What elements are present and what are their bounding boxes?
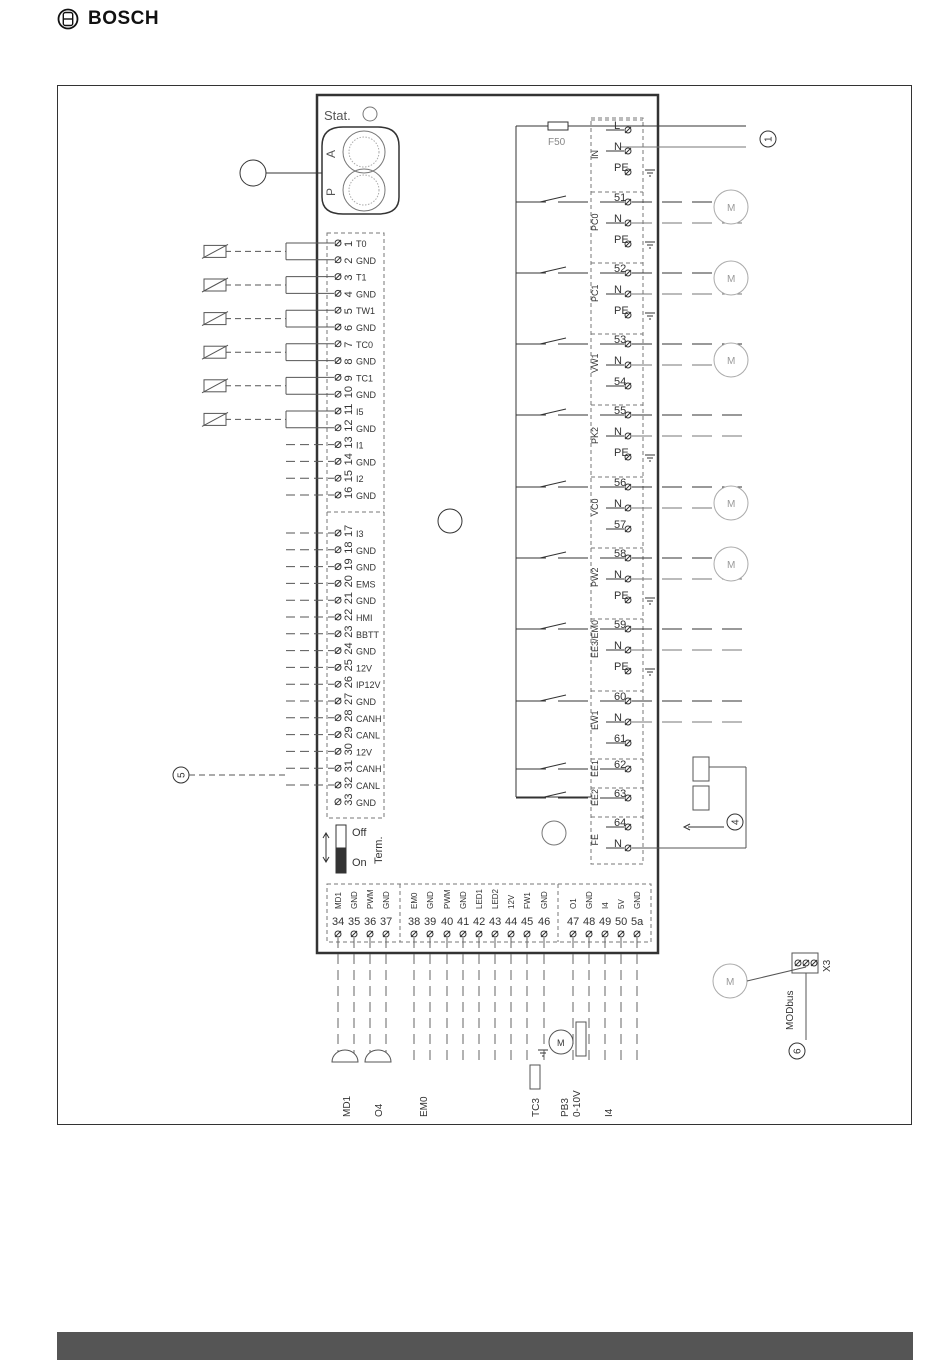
bottom-terminal-label: GND	[350, 891, 359, 909]
left-terminal-number: 24	[343, 642, 355, 655]
callout-number: 4	[730, 819, 742, 825]
left-terminal-label: GND	[356, 323, 376, 333]
bottom-terminal-number: 37	[380, 916, 393, 928]
right-group-name: FE	[590, 833, 600, 846]
left-terminal-label: GND	[356, 797, 376, 808]
bottom-terminal-number: 42	[473, 916, 486, 928]
right-terminal-label: PE	[614, 234, 629, 246]
left-terminal-number: 10	[343, 385, 355, 399]
left-terminal-number: 33	[343, 793, 355, 806]
bottom-terminal-number: 34	[332, 916, 345, 928]
left-terminal-label: GND	[356, 545, 376, 556]
right-group-name: PW2	[590, 567, 600, 587]
right-terminal-label: 52	[614, 263, 627, 275]
left-terminal-number: 2	[343, 257, 355, 264]
right-group-name: EE1	[590, 759, 600, 777]
motor-label: M	[727, 274, 736, 285]
left-terminal-number: 26	[343, 675, 355, 689]
motor-label: M	[727, 560, 736, 571]
bottom-terminal-label: O1	[569, 898, 578, 909]
right-group-name: VW1	[590, 353, 600, 373]
left-terminal-label: GND	[356, 255, 376, 266]
term-label: Term.	[373, 836, 385, 864]
right-terminal-label: 63	[614, 788, 627, 800]
right-terminal-label: PE	[614, 305, 629, 317]
right-terminal-label: 55	[614, 405, 627, 417]
right-terminal-label: PE	[614, 661, 629, 673]
right-terminal-label: PE	[614, 162, 629, 174]
left-terminal-label: IP12V	[356, 680, 381, 691]
diagram-text-layer	[57, 85, 912, 1125]
bottom-terminal-label: GND	[426, 891, 435, 909]
left-terminal-number: 27	[343, 692, 355, 705]
bottom-label: TC3	[531, 1098, 542, 1117]
left-terminal-label: TC0	[356, 339, 374, 350]
bottom-terminal-label: LED2	[491, 888, 500, 909]
bottom-terminal-number: 35	[348, 916, 361, 928]
bosch-emblem-icon	[57, 8, 79, 30]
left-terminal-number: 16	[343, 486, 355, 499]
right-terminal-label: PE	[614, 447, 629, 459]
right-terminal-label: N	[614, 426, 622, 438]
left-terminal-number: 31	[343, 759, 355, 773]
left-terminal-label: EMS	[356, 579, 376, 590]
left-terminal-label: 12V	[356, 747, 373, 758]
brand-name: BOSCH	[88, 8, 160, 29]
right-group-name: PK2	[590, 426, 600, 444]
bottom-terminal-label: GND	[382, 891, 391, 909]
right-terminal-label: 57	[614, 519, 627, 531]
footer-bar	[57, 1332, 913, 1360]
stat-label: Stat.	[324, 108, 351, 123]
right-terminal-label: 54	[614, 376, 627, 388]
fuse-label: F50	[548, 137, 566, 148]
left-terminal-label: I2	[356, 474, 364, 485]
left-terminal-number: 18	[343, 541, 355, 554]
left-terminal-number: 13	[343, 436, 355, 449]
right-terminal-label: N	[614, 355, 622, 367]
term-on-label: On	[352, 857, 367, 869]
rotary-p-label: P	[324, 187, 338, 196]
right-terminal-label: N	[614, 213, 622, 225]
left-terminal-number: 4	[343, 291, 355, 298]
bottom-terminal-label: MD1	[334, 892, 343, 909]
right-group-name: EE2	[590, 788, 600, 806]
left-terminal-number: 23	[343, 625, 355, 638]
bottom-terminal-label: EM0	[410, 892, 419, 909]
bottom-label: I4	[604, 1108, 615, 1117]
bottom-terminal-number: 50	[615, 916, 628, 928]
bottom-terminal-number: 48	[583, 916, 596, 928]
left-terminal-number: 12	[343, 419, 355, 432]
left-terminal-label: T0	[356, 239, 367, 249]
bottom-terminal-number: 36	[364, 916, 377, 928]
bottom-terminal-label: FW1	[523, 892, 532, 909]
left-terminal-number: 21	[343, 591, 355, 605]
left-terminal-number: 8	[343, 358, 355, 365]
right-terminal-label: 56	[614, 477, 627, 489]
bottom-terminal-number: 38	[408, 916, 421, 928]
right-group-name: IN	[590, 150, 600, 159]
bottom-terminal-number: 43	[489, 916, 502, 928]
right-group-name: VC0	[590, 498, 600, 516]
bottom-terminal-label: GND	[585, 891, 594, 909]
bottom-terminal-number: 45	[521, 916, 534, 928]
motor-label: M	[726, 977, 735, 988]
left-terminal-number: 5	[343, 308, 355, 315]
left-terminal-number: 20	[343, 575, 355, 588]
right-terminal-label: N	[614, 838, 622, 850]
left-terminal-label: CANL	[356, 781, 381, 791]
bottom-terminal-number: 44	[505, 916, 518, 928]
motor-label: M	[727, 499, 736, 510]
left-terminal-number: 11	[343, 403, 355, 415]
bottom-label: EM0	[419, 1096, 430, 1117]
left-terminal-label: TW1	[356, 306, 375, 317]
bottom-terminal-label: 12V	[507, 894, 516, 909]
bottom-terminal-label: 5V	[617, 899, 626, 909]
right-terminal-label: 62	[614, 759, 627, 771]
left-terminal-label: GND	[356, 289, 376, 300]
right-group-name: PC1	[590, 284, 600, 302]
left-terminal-number: 1	[343, 240, 355, 247]
bottom-terminal-label: PWM	[443, 889, 452, 909]
left-terminal-label: GND	[356, 596, 376, 607]
right-terminal-label: PE	[614, 590, 629, 602]
right-terminal-label: N	[614, 498, 622, 510]
left-terminal-label: I5	[356, 407, 364, 417]
left-terminal-label: GND	[356, 491, 376, 501]
bottom-terminal-number: 5a	[631, 916, 644, 928]
right-terminal-label: N	[614, 712, 622, 724]
x3-label: X3	[822, 959, 833, 972]
left-terminal-number: 25	[343, 659, 355, 672]
right-terminal-label: N	[614, 284, 622, 296]
right-group-name: PC0	[590, 213, 600, 231]
left-terminal-label: 12V	[356, 663, 373, 674]
left-terminal-label: GND	[356, 356, 376, 367]
left-terminal-label: GND	[356, 697, 376, 707]
bottom-terminal-number: 40	[441, 916, 454, 928]
left-terminal-number: 19	[343, 558, 355, 571]
left-terminal-number: 14	[343, 453, 355, 466]
right-terminal-label: 59	[614, 619, 627, 631]
callout-number: 6	[792, 1048, 804, 1054]
right-terminal-label: 60	[614, 691, 627, 703]
bottom-label: 0-10V	[572, 1090, 583, 1117]
right-terminal-label: 61	[614, 733, 627, 745]
right-terminal-label: 53	[614, 334, 627, 346]
right-terminal-label: N	[614, 141, 622, 153]
bottom-terminal-number: 41	[457, 916, 470, 928]
left-terminal-label: GND	[356, 646, 376, 657]
callout-number: 5	[176, 772, 188, 778]
bottom-terminal-label: I4	[601, 902, 610, 909]
right-terminal-label: 58	[614, 548, 627, 560]
left-terminal-label: I3	[356, 529, 364, 539]
left-terminal-number: 22	[343, 608, 355, 621]
left-terminal-number: 3	[343, 274, 355, 281]
pump-motor-label: M	[557, 1038, 565, 1048]
bottom-terminal-label: PWM	[366, 889, 375, 909]
bottom-terminal-number: 47	[567, 916, 580, 928]
bottom-label: MD1	[342, 1095, 353, 1117]
right-terminal-label: N	[614, 569, 622, 581]
modbus-label: MODbus	[785, 990, 796, 1030]
left-terminal-label: HMI	[356, 613, 373, 623]
left-terminal-number: 7	[343, 341, 355, 348]
rotary-a-label: A	[324, 149, 338, 158]
bottom-terminal-number: 46	[538, 916, 551, 928]
left-terminal-number: 6	[343, 324, 355, 331]
right-group-name: EE3/EM0	[590, 619, 600, 658]
bottom-label: PB3	[560, 1098, 571, 1117]
right-terminal-label: L	[614, 120, 621, 132]
left-terminal-number: 9	[343, 375, 355, 382]
left-terminal-label: CANH	[356, 713, 382, 724]
left-terminal-number: 32	[343, 776, 355, 789]
diagram-frame	[57, 85, 912, 1125]
callout-number: 1	[763, 136, 775, 142]
left-terminal-label: TC1	[356, 373, 374, 384]
right-terminal-label: N	[614, 640, 622, 652]
right-terminal-label: 64	[614, 817, 627, 829]
bottom-terminal-label: GND	[459, 891, 468, 909]
left-terminal-label: I1	[356, 440, 364, 451]
left-terminal-label: GND	[356, 390, 376, 401]
bottom-terminal-label: GND	[633, 891, 642, 909]
left-terminal-label: CANL	[356, 730, 381, 741]
left-terminal-label: CANH	[356, 764, 382, 775]
bottom-terminal-number: 49	[599, 916, 612, 928]
right-group-name: EW1	[590, 710, 600, 730]
left-terminal-label: GND	[356, 423, 376, 434]
bosch-logo	[57, 8, 159, 30]
left-terminal-label: T1	[356, 272, 367, 283]
left-terminal-label: BBTT	[356, 629, 380, 640]
motor-label: M	[727, 203, 736, 214]
left-terminal-number: 30	[343, 743, 355, 756]
left-terminal-label: GND	[356, 562, 376, 573]
bottom-terminal-label: LED1	[475, 888, 484, 909]
motor-label: M	[727, 356, 736, 367]
bottom-terminal-number: 39	[424, 916, 437, 928]
left-terminal-number: 28	[343, 709, 355, 722]
bottom-terminal-label: GND	[540, 891, 549, 909]
term-off-label: Off	[352, 827, 367, 839]
left-terminal-number: 29	[343, 726, 355, 739]
left-terminal-number: 15	[343, 469, 355, 483]
left-terminal-label: GND	[356, 457, 376, 468]
right-terminal-label: 51	[614, 192, 627, 204]
bottom-label: O4	[374, 1103, 385, 1117]
left-terminal-number: 17	[343, 524, 355, 537]
